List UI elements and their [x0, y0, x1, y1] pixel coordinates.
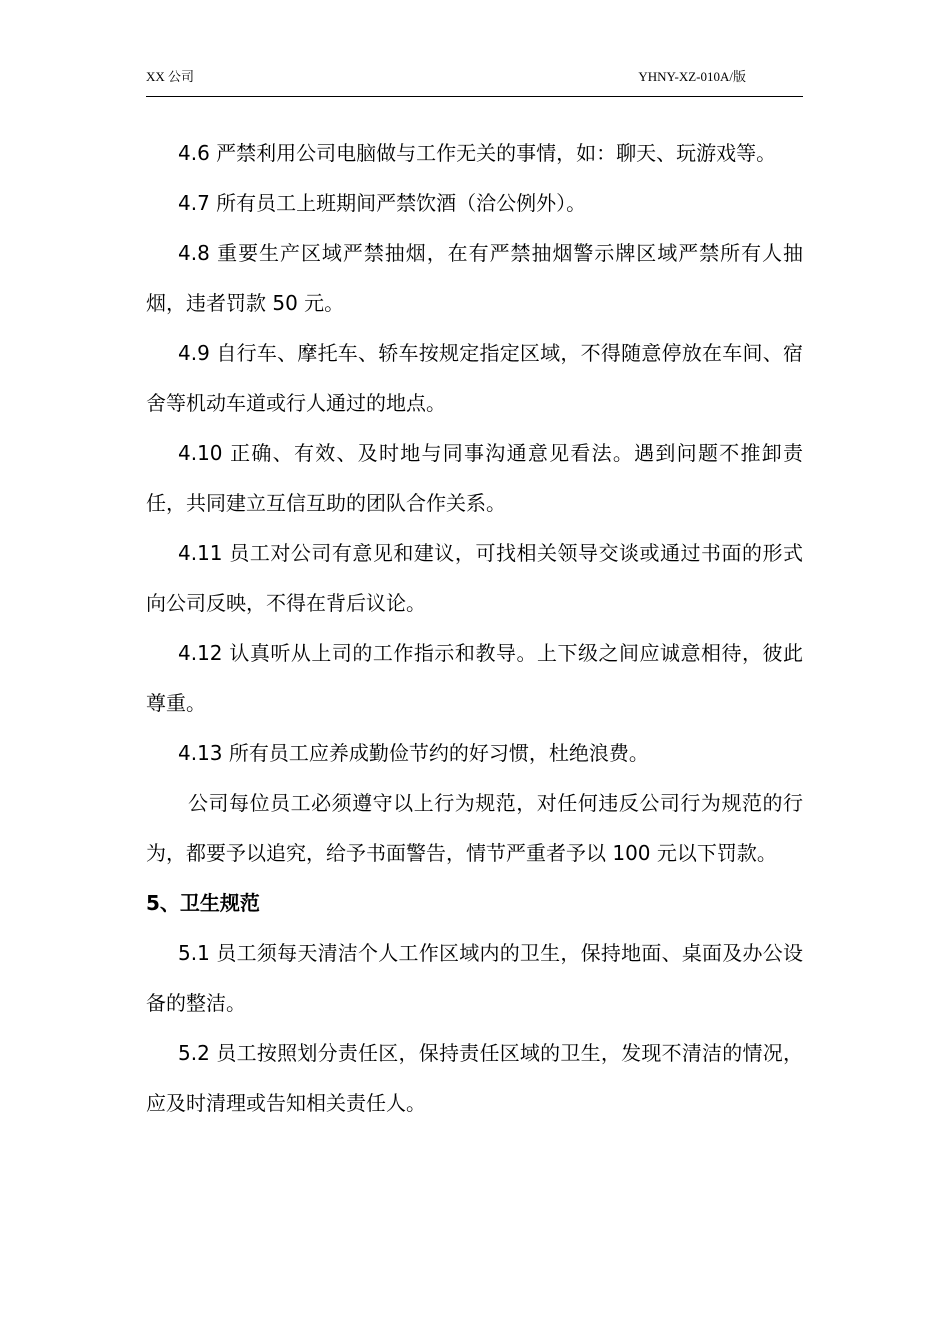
clause-4-10: 4.10 正确、有效、及时地与同事沟通意见看法。遇到问题不推卸责任，共同建立互信互助的团队合作关系。	[146, 441, 803, 515]
header-company: XX 公司	[146, 69, 195, 84]
clause-4-9: 4.9 自行车、摩托车、轿车按规定指定区域，不得随意停放在车间、宿舍等机动车道或行人通过的地点。	[146, 341, 803, 415]
header-doc-code: YHNY-XZ-010A/版	[638, 69, 746, 84]
clause-4-8: 4.8 重要生产区域严禁抽烟，在有严禁抽烟警示牌区域严禁所有人抽烟，违者罚款 50 元。	[146, 241, 803, 315]
conduct-conclusion: 公司每位员工必须遵守以上行为规范，对任何违反公司行为规范的行为，都要予以追究，给予书面警告，情节严重者予以 100 元以下罚款。	[146, 791, 803, 865]
clause-4-12: 4.12 认真听从上司的工作指示和教导。上下级之间应诚意相待，彼此尊重。	[146, 641, 803, 715]
section-5-heading: 5、卫生规范	[146, 891, 260, 915]
page-header	[146, 66, 803, 97]
clause-5-2: 5.2 员工按照划分责任区，保持责任区域的卫生，发现不清洁的情况，应及时清理或告知相关责任人。	[146, 1041, 803, 1115]
clause-4-6: 4.6 严禁利用公司电脑做与工作无关的事情，如：聊天、玩游戏等。	[178, 141, 777, 165]
clause-4-11: 4.11 员工对公司有意见和建议，可找相关领导交谈或通过书面的形式向公司反映，不得在背后议论。	[146, 541, 803, 615]
document-body	[146, 128, 803, 1128]
clause-5-1: 5.1 员工须每天清洁个人工作区域内的卫生，保持地面、桌面及办公设备的整洁。	[146, 941, 803, 1015]
clause-4-7: 4.7 所有员工上班期间严禁饮酒（洽公例外）。	[178, 191, 587, 215]
clause-4-13: 4.13 所有员工应养成勤俭节约的好习惯，杜绝浪费。	[178, 741, 649, 765]
